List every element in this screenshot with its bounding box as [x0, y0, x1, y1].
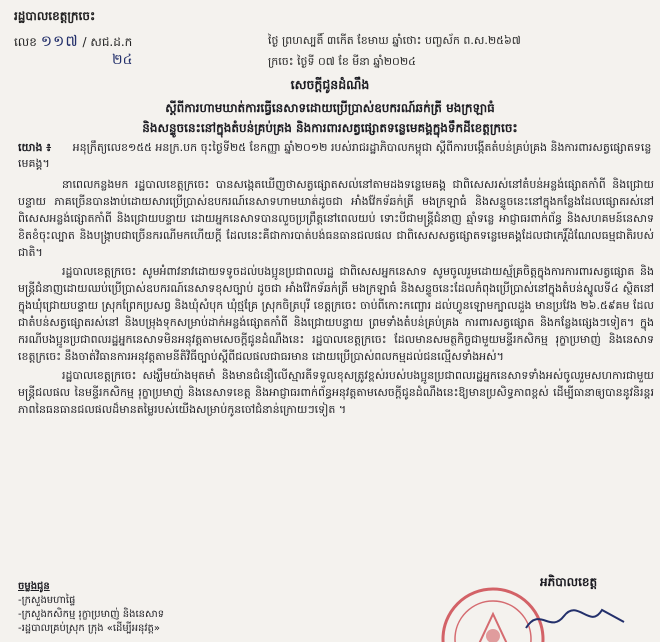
- signature-icon: [520, 600, 630, 640]
- reference-number: លេខ ១១៧ / សជ.ដ.ក: [14, 32, 133, 50]
- document-title: [0, 77, 660, 138]
- ref-prefix: លេខ: [14, 35, 37, 49]
- title-line-1: សេចក្តីជូនដំណឹង: [290, 77, 370, 92]
- reference-label: យោង ៖: [18, 141, 52, 154]
- title-line-2: ស្តីពីការហាមឃាត់ការធ្វើនេសាទដោយប្រើប្រាស់ឧបករណ៍ឆក់ត្រី មងក្រឡាធំ: [165, 101, 495, 115]
- body-paragraph-3: រដ្ឋបាលខេត្តក្រចេះ សង្ឃឹមយ៉ាងមុតមាំ និងមានជំនឿលើស្មារតីទទួលខុសត្រូវខ្ពស់របស់បងប្អូនប្រជាពលរដ្ឋអ្នកនេសាទទាំងអស់ចូលរួមសហការជាមួយមន្ត្រីជលផល នៃមន្ទីរកសិកម្ម រុក្ខាប្រមាញ់ និងនេសាទខេត្ត និងអាជ្ញាធរពាក់ព័ន្ធអនុវត្តតាមសេចក្តីជូនដំណឹងនេះឱ្យមានប្រសិទ្ធភាពខ្ពស់ ដើម្បីធានាឲ្យបាននូវនិរន្តរភាពនៃធនធានជលផលដ៏មានតម្លៃរបស់យើងសម្រាប់កូនចៅជំនាន់ក្រោយៗទៀត ។: [18, 369, 654, 416]
- copy-to-list: [18, 580, 164, 636]
- cc-item: -ក្រសួងកសិកម្ម រុក្ខាប្រមាញ់ និងនេសាទ: [18, 609, 165, 620]
- ref-year-handwritten: ២៤: [112, 52, 133, 68]
- body-paragraph-1: នាពេលកន្លងមក រដ្ឋបាលខេត្តក្រចេះ បានសង្កេតឃើញថាសត្វផ្សោតសល់នៅតាមដងទន្លេមេគង្គ ជាពិសេសរស់នៅតំបន់អន្លង់ផ្សោតកាំពី និងជ្រោយបន្ទាយ ភាគច្រើនបានងាប់ដោយសារប្រើប្រាស់ឧបករណ៍នេសាទហាមឃាត់ដូចជា អាំងវ៉ែកទ័ឆក់ត្រី មងក្រឡាធំ និងសន្ទូចនេះនៅក្នុងកន្លែងដែលផ្សោតរស់នៅ ពិសេសអន្លង់ផ្សោតកាំពី និងជ្រោយបន្ទាយ ដោយអ្នកនេសាទបានលួចប្រព្រឹត្តនៅពេលយប់ ទោះបីជាមន្ត្រីជំនាញ ឆ្មាំទន្លេ អាជ្ញាធរពាក់ព័ន្ធ និងសហគមន៍នេសាទខិតខំចុះល្បាត និងបង្ក្រាបជាច្រើនករណីមកហើយក្តី ដែលនេះគឺជាការបាត់បង់ធនធានជលផល ជាពិសេសសត្វផ្សោតទន្លេមេគង្គដែលជាកេរ្តិ៍ដំណែលធម្មជាតិរបស់ជាតិ។: [18, 178, 654, 259]
- ref-number-handwritten: ១១៧: [40, 32, 79, 50]
- lunar-date: ថ្ងៃ ព្រហស្បតិ៍ ៣កើត ខែមាឃ ឆ្នាំថោះ បញ្ចស័ក ព.ស.២៥៦៧: [268, 34, 521, 47]
- reference-text: អនុក្រឹត្យលេខ១៥៥ អនក្រ.បក ចុះថ្ងៃទី២៥ ខែកញ្ញា ឆ្នាំ២០១២ របស់រាជរដ្ឋាភិបាលកម្ពុជា ស្តីពីការបង្កើតតំបន់គ្រប់គ្រង និងការពារសត្វផ្សោតទន្លេមេគង្គ។: [18, 141, 652, 170]
- cc-title: ចម្លងជូន: [18, 581, 50, 592]
- body-paragraph-2: រដ្ឋបាលខេត្តក្រចេះ សូមអំពាវនាវដោយទទូចដល់បងប្អូនប្រជាពលរដ្ឋ ជាពិសេសអ្នកនេសាទ សូមចូលរួមដោយស្ម័គ្រចិត្តក្នុងការការពារសត្វផ្សោត និងមន្ត្រីជំនាញដោយឈប់ប្រើប្រាស់ឧបករណ៍នេសាទខុសច្បាប់ ដូចជា អាំងវ៉ែកទ័ឆក់ត្រី មងក្រឡាធំ និងសន្ទូចនេះដែលកំពុងប្រើប្រាស់នៅក្នុងតំបន់ស្នូលទី៤ ស្ថិតនៅក្នុងឃុំជ្រោយបន្ទាយ ស្រុកព្រែកប្រសព្វ និងឃុំសំបុក ឃុំថ្មគ្រែ ស្រុកចិត្របុរី ខេត្តក្រចេះ ចាប់ពីកោះកញ្ចោរ ដល់ហ្វូនឡោមក្បាលដួង មានប្រវែង ២៦.៥៩គម ដែលជាតំបន់សត្វផ្សោតរស់នៅ និងបម្រុងទុកសម្រាប់ដាក់អន្លង់ផ្សោតកាំពី និងជ្រោយបន្ទាយ ព្រមទាំងតំបន់គ្រប់គ្រង ការពារសត្វផ្សោត និងកន្លែងផ្សេងៗទៀត។ ក្នុងករណីបងប្អូនប្រជាពលរដ្ឋអ្នកនេសាទមិនអនុវត្តតាមសេចក្តីជូនដំណឹងនេះ រដ្ឋបាលខេត្តក្រចេះ ដែលមានសមត្ថកិច្ចជាមួយមន្ទីរកសិកម្ម រុក្ខាប្រមាញ់ និងនេសាទ ខេត្តក្រចេះ នឹងចាត់វិធានការអនុវត្តតាមនីតិវិធីច្បាប់ស្តីពីជលផលជាធរមាន ដោយប្រើប្រាស់ពលកម្មដល់ជនល្មើសទាំងអស់។: [18, 265, 654, 363]
- signer-title: អភិបាលខេត្ត: [540, 575, 598, 589]
- title-line-3: និងសន្ទូចនេះនៅក្នុងតំបន់គ្រប់គ្រង និងការពារសត្វផ្សោតទន្លេមេគង្គក្នុងទឹកដីខេត្តក្រចេះ: [142, 121, 518, 135]
- ref-sub: សជ.ដ.ក: [90, 35, 133, 49]
- place-and-date: ក្រចេះ ថ្ងៃទី ០៧ ខែ មីនា ឆ្នាំ២០២៤: [268, 55, 416, 68]
- cc-item: -ក្រសួងមហាផ្ទៃ: [18, 595, 76, 606]
- legal-reference: [18, 140, 654, 172]
- document-body: [18, 176, 654, 420]
- cc-item: -រដ្ឋបាលគ្រប់ស្រុក ក្រុង «ដើម្បីអនុវត្ត»: [18, 623, 161, 634]
- issuing-authority: រដ្ឋបាលខេត្តក្រចេះ: [14, 9, 96, 23]
